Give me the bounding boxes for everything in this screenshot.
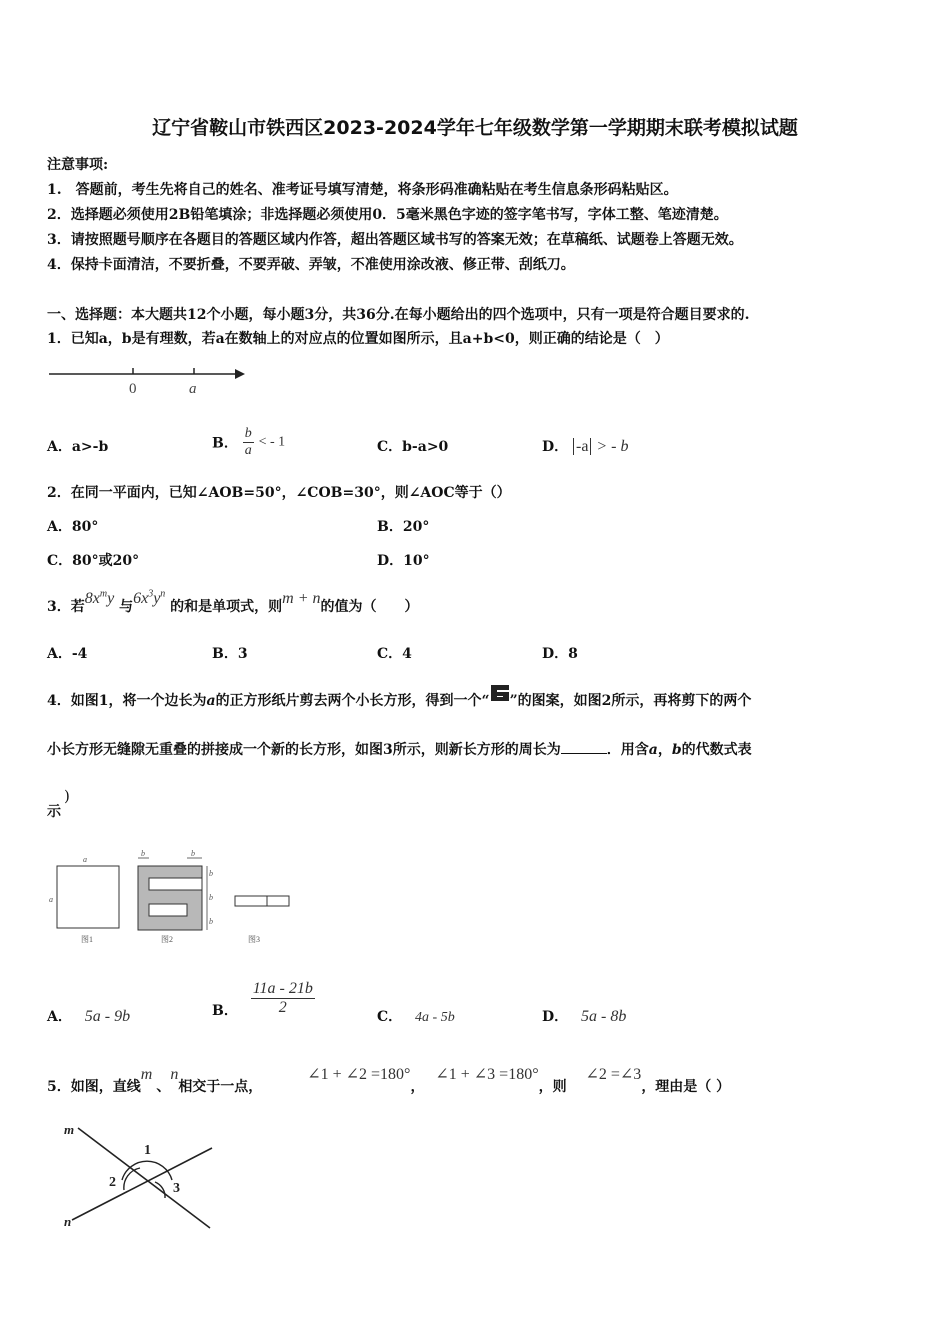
fig2-label-b4: b: [209, 893, 213, 902]
q5-text-2: 相交于一点，: [178, 1079, 263, 1095]
q2-option-a[interactable]: A．80°: [47, 519, 99, 535]
q4-option-a-label: A．: [47, 1009, 72, 1025]
q4-option-d-label: D．: [542, 1009, 569, 1025]
q4-text-5: ．用含: [606, 742, 649, 758]
q1-option-b-fraction: [243, 426, 254, 459]
q5-comma-1: ，: [410, 1079, 425, 1095]
q3-term-2: [133, 590, 165, 607]
q5-eq-1: ∠1 + ∠2 =180°: [307, 1066, 411, 1083]
q3-text-4: 的值为（ ）: [320, 599, 419, 615]
section-heading: 一、选择题：本大题共12个小题，每小题3分，共36分.在每小题给出的四个选项中，只有一项是符合题目要求的.: [47, 307, 750, 323]
q4-option-b-fraction: [251, 980, 315, 1017]
q4-line-3: 示: [47, 804, 61, 820]
q3-option-b[interactable]: B．3: [212, 646, 248, 662]
q5-sep: 、: [156, 1079, 171, 1095]
q4-var-a2: a: [648, 742, 658, 758]
q5-comma-2: ，则: [538, 1079, 567, 1095]
fig2-label-b3: b: [209, 869, 213, 878]
notice-item-1: 1. 答题前，考生先将自己的姓名、准考证号填写清楚，将条形码准确粘贴在考生信息条形码粘贴区。: [47, 182, 678, 198]
q4-line-1: [47, 690, 751, 710]
q4-comma: ，: [657, 742, 672, 758]
q1-option-c[interactable]: C．b-a>0: [377, 439, 449, 455]
q5-text-3: ，理由是（ ）: [641, 1079, 731, 1095]
q3-text-2: 与: [119, 599, 134, 615]
fig2-label-b2: b: [191, 849, 195, 858]
notice-item-4: 4．保持卡面清洁，不要折叠，不要弄破、弄皱，不准使用涂改液、修正带、刮纸刀。: [47, 257, 575, 273]
angle-label-1: 1: [144, 1143, 151, 1158]
term-2-y: y: [153, 590, 161, 607]
term-1-coef: 8x: [84, 590, 100, 607]
fig2-caption: 图2: [161, 935, 173, 944]
q4-text-4: 小长方形无缝隙无重叠的拼接成一个新的长方形，如图3所示，则新长方形的周长为: [47, 742, 561, 758]
q3-option-c[interactable]: C．4: [377, 646, 412, 662]
q3-stem: [47, 588, 419, 615]
q5-figure: [60, 1120, 220, 1235]
q3-term-1: [85, 590, 114, 607]
q4-option-b-label: B．: [212, 1002, 238, 1019]
q4-figures: [45, 848, 295, 948]
q3-text-1: 3．若: [47, 599, 85, 615]
q4-option-c[interactable]: [377, 1006, 455, 1026]
q5-var-m: m: [140, 1066, 153, 1083]
q1-option-d-prefix: D．: [542, 439, 569, 455]
q1-option-d-rest: > - b: [596, 438, 629, 455]
fig3-caption: 图3: [248, 935, 260, 944]
q5-stem: [47, 1064, 731, 1095]
fig1-caption: 图1: [81, 935, 93, 944]
q3-m-plus-n: m + n: [282, 590, 321, 607]
q1-option-b[interactable]: [212, 426, 285, 459]
q1-option-d[interactable]: [542, 436, 628, 456]
q2-option-c[interactable]: C．80°或20°: [47, 553, 140, 569]
q4-option-b[interactable]: [212, 980, 315, 1017]
notice-item-3: 3．请按照题号顺序在各题目的答题区域内作答，超出答题区域书写的答案无效；在草稿纸、试题卷上答题无效。: [47, 232, 743, 248]
q1-option-a[interactable]: A．a>-b: [47, 439, 109, 455]
q2-option-d[interactable]: D．10°: [377, 553, 430, 569]
q1-option-b-rest: < - 1: [258, 434, 286, 450]
q4-text-3: ”的图案，如图2所示，再将剪下的两个: [509, 693, 752, 709]
q4-option-d[interactable]: [542, 1006, 626, 1026]
six-shape-icon: [490, 684, 510, 702]
q5-text-1: 5．如图，直线: [47, 1079, 141, 1095]
q4-option-a[interactable]: [47, 1006, 130, 1026]
q4-option-c-math: 4a - 5b: [415, 1010, 455, 1025]
angle-label-2: 2: [109, 1175, 116, 1190]
answer-blank[interactable]: [561, 753, 607, 754]
q4-option-c-label: C．: [377, 1009, 403, 1025]
q4-var-b: b: [671, 742, 682, 758]
q1-option-d-abs: -a: [573, 438, 591, 455]
q4-text-1: 4．如图1，将一个边长为: [47, 693, 207, 709]
q5-eq-3: ∠2 =∠3: [585, 1066, 642, 1083]
fraction-numerator: 11a - 21b: [252, 980, 313, 997]
term-2-yexp: n: [160, 588, 166, 600]
q3-option-d[interactable]: D．8: [542, 646, 578, 662]
notice-heading: 注意事项:: [47, 157, 109, 173]
q4-text-6: 的代数式表: [681, 742, 752, 758]
q1-stem: 1．已知a，b是有理数，若a在数轴上的对应点的位置如图所示，且a+b<0，则正确的结论是（ ）: [47, 331, 669, 347]
page-title: 辽宁省鞍山市铁西区2023-2024学年七年级数学第一学期期末联考模拟试题: [152, 117, 798, 139]
q3-text-3: 的和是单项式，则: [170, 599, 283, 615]
axis-label-zero: 0: [129, 381, 137, 396]
q1-number-line: [45, 362, 250, 396]
q4-var-a: a: [206, 693, 216, 709]
q3-option-a[interactable]: A．-4: [47, 646, 88, 662]
q5-var-n: n: [170, 1066, 179, 1083]
term-1-exp: m: [99, 588, 108, 600]
fig2-label-b5: b: [209, 917, 213, 926]
term-1-y: y: [107, 590, 115, 607]
line-label-n: n: [64, 1214, 72, 1229]
fig2-shape: [138, 866, 202, 930]
q4-option-d-math: 5a - 8b: [581, 1008, 627, 1025]
notice-item-2: 2．选择题必须使用2B铅笔填涂；非选择题必须使用0．5毫米黑色字迹的签字笔书写，字体工整、笔迹清楚。: [47, 207, 728, 223]
q2-stem: 2．在同一平面内，已知∠AOB=50°，∠COB=30°，则∠AOC等于（）: [47, 485, 511, 501]
angle-label-3: 3: [173, 1181, 180, 1196]
term-2-coef: 6x: [133, 590, 149, 607]
q4-text-2: 的正方形纸片剪去两个小长方形，得到一个“: [215, 693, 490, 709]
q4-line-2: [47, 739, 752, 759]
q4-paren: ): [64, 787, 70, 805]
q1-option-b-prefix: B．: [212, 435, 238, 452]
fig1-label-top-a: a: [83, 855, 87, 864]
line-label-m: m: [64, 1122, 75, 1137]
term-2-exp: 3: [148, 588, 154, 600]
q2-option-b[interactable]: B．20°: [377, 519, 430, 535]
fig1-label-left-a: a: [49, 895, 53, 904]
axis-label-a: a: [189, 381, 197, 396]
fraction-denominator: a: [244, 443, 252, 458]
fraction-numerator: b: [244, 426, 252, 441]
q5-eq-2: ∠1 + ∠3 =180°: [435, 1066, 539, 1083]
fraction-denominator: 2: [278, 999, 287, 1016]
q4-option-a-math: 5a - 9b: [84, 1008, 131, 1025]
fig2-label-b1: b: [141, 849, 145, 858]
